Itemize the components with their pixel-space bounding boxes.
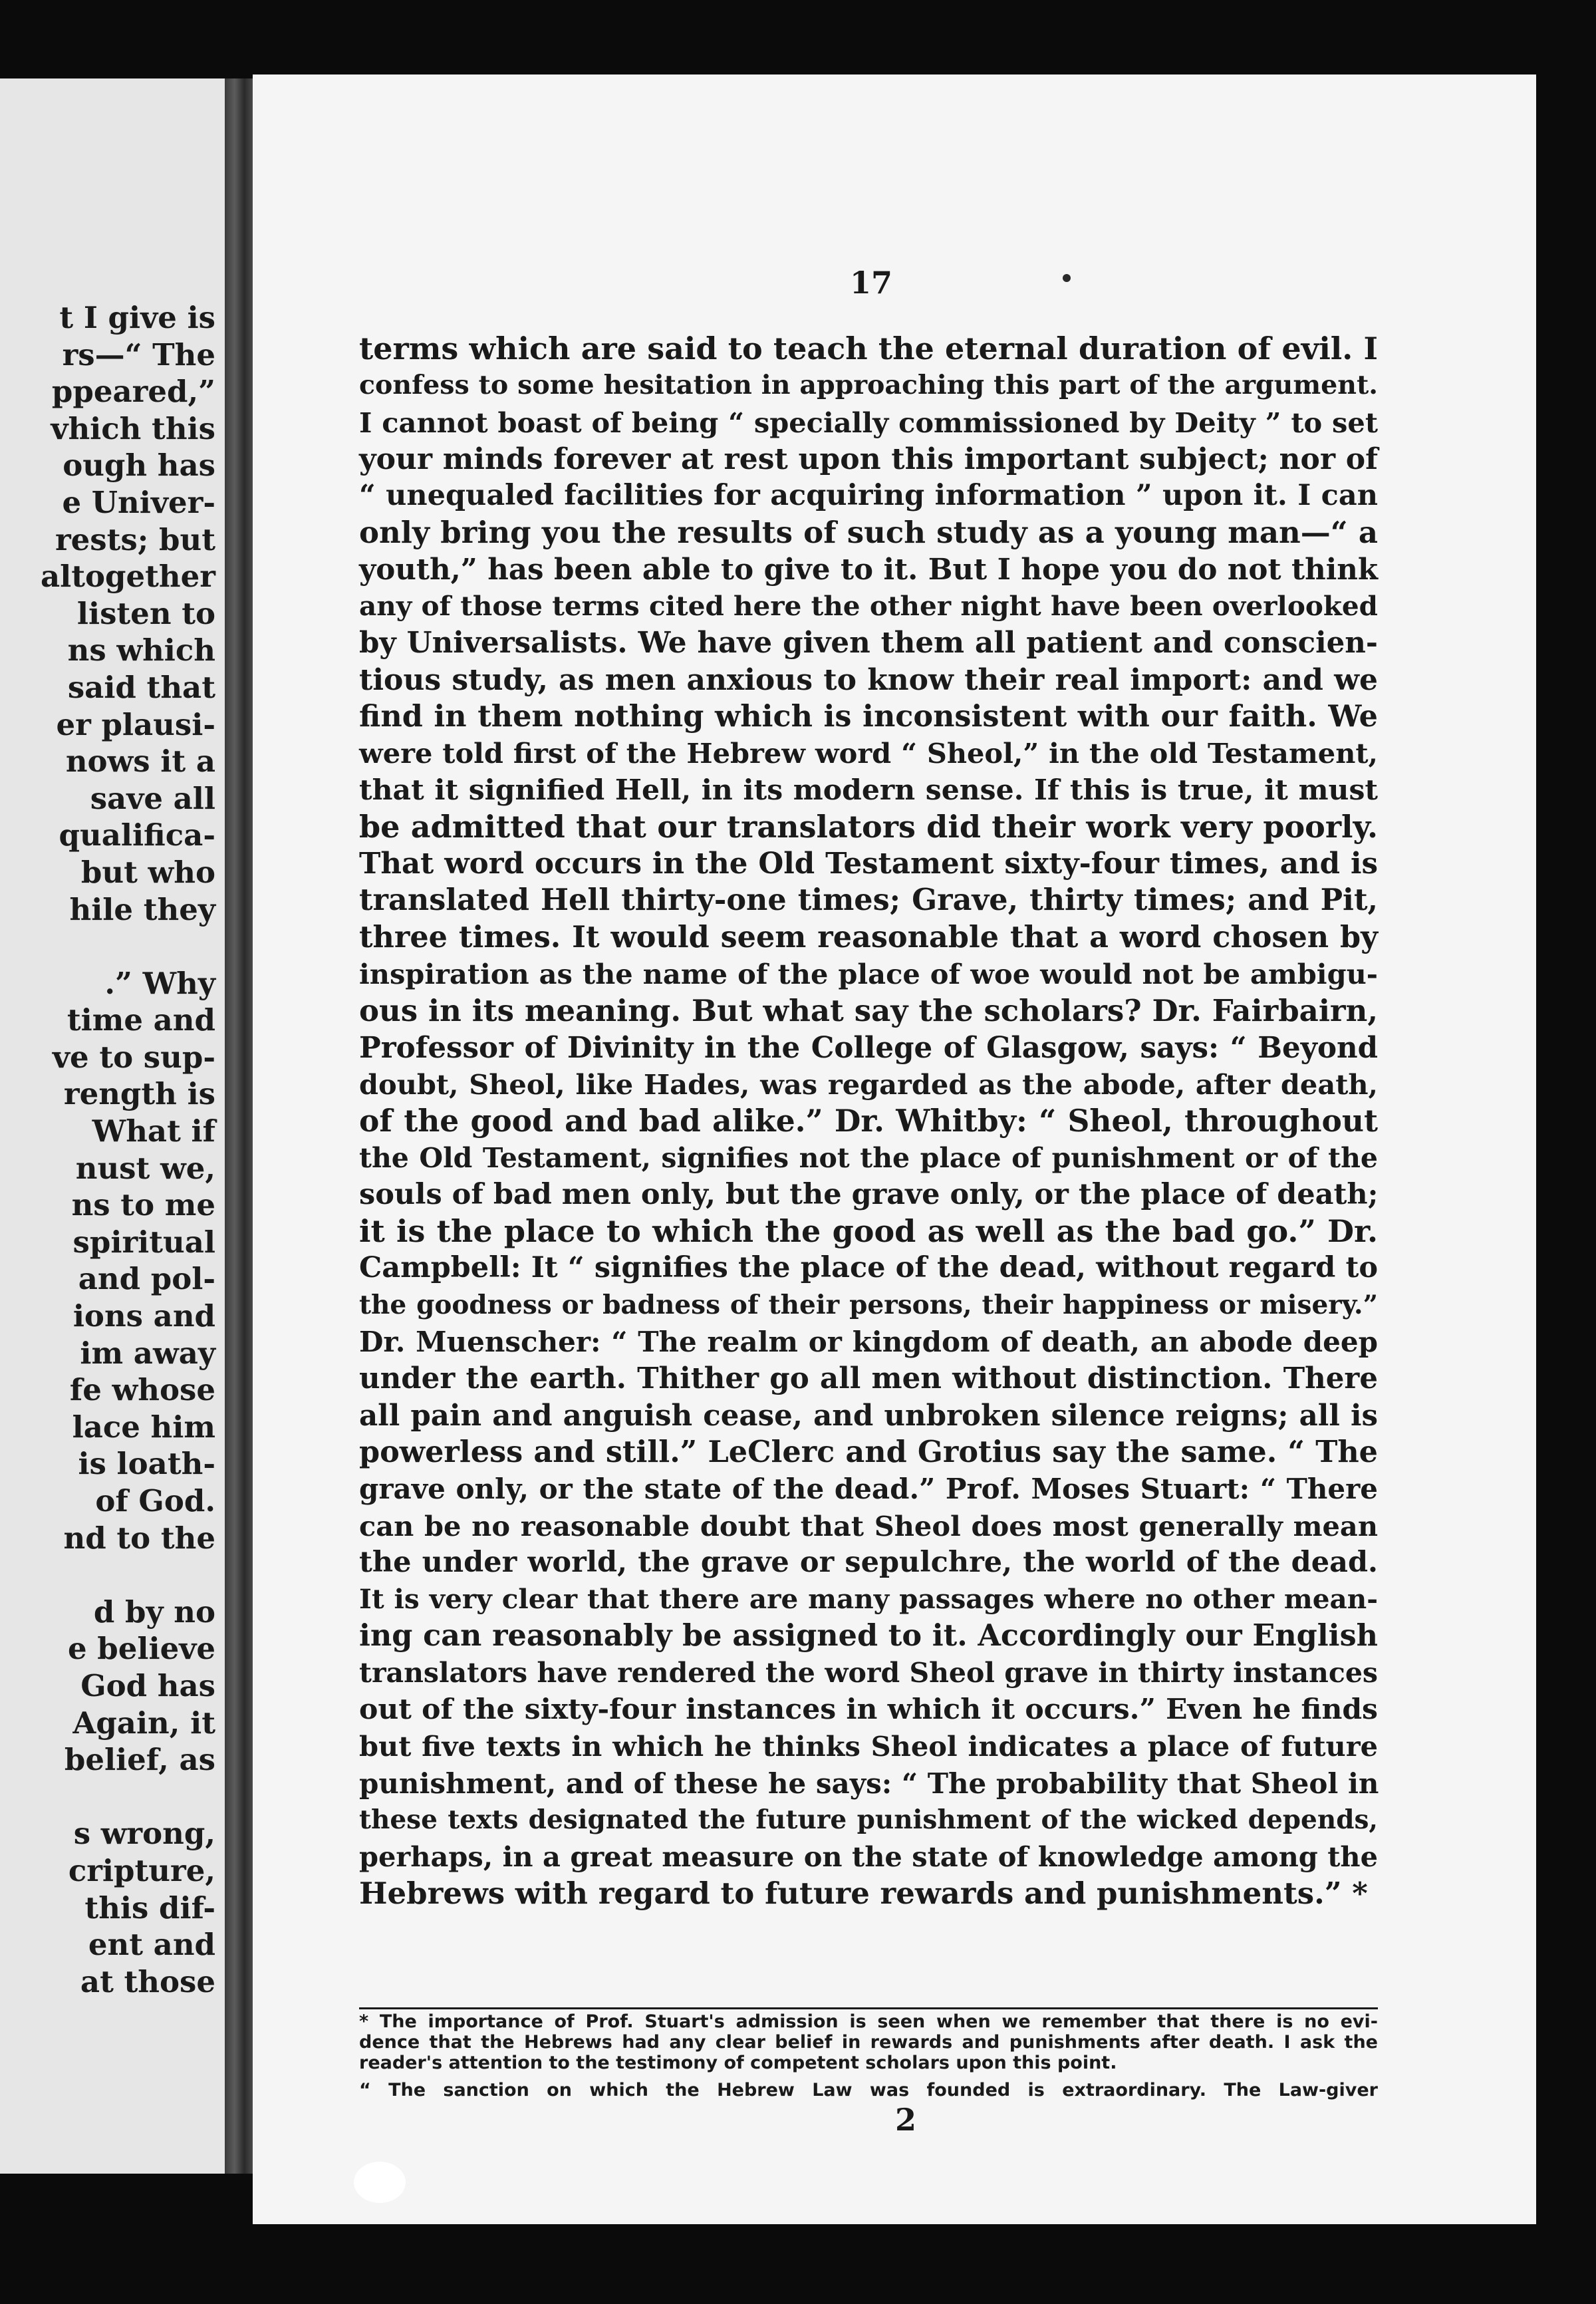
left-fragment: Again, it (72, 1705, 215, 1741)
left-fragment: ent and (88, 1927, 215, 1963)
body-line: youth,” has been able to give to it. But I hope you do not think (359, 552, 1378, 587)
body-line: of the good and bad alike.” Dr. Whitby: “ Sheol, throughout (359, 1103, 1378, 1139)
body-line: any of those terms cited here the other night have been overlooked (359, 590, 1378, 623)
body-line: the under world, the grave or sepulchre, the world of the dead. (359, 1545, 1378, 1579)
body-line: your minds forever at rest upon this important subject; nor of (359, 442, 1378, 476)
body-line: Professor of Divinity in the College of Glasgow, says: “ Beyond (359, 1030, 1378, 1065)
body-line: terms which are said to teach the eternal duration of evil. I (359, 331, 1378, 366)
body-line: That word occurs in the Old Testament sixty-four times, and is (359, 847, 1378, 881)
left-fragment: er plausi- (56, 706, 215, 742)
left-fragment: this dif- (84, 1890, 215, 1926)
footnotes (359, 2011, 1378, 2100)
left-fragment: said that (67, 669, 215, 705)
left-fragment: at those (80, 1963, 215, 1999)
body-line: these texts designated the future punishment of the wicked depends, (359, 1804, 1378, 1835)
body-line: were told first of the Hebrew word “ Sheol,” in the old Testament, (359, 737, 1378, 770)
body-line: the goodness or badness of their persons, their happiness or misery.” (359, 1289, 1378, 1320)
body-line: under the earth. Thither go all men without distinction. There (359, 1362, 1378, 1396)
left-fragment: nd to the (63, 1520, 215, 1556)
body-line: the Old Testament, signifies not the place of punishment or of the (359, 1141, 1378, 1174)
left-fragment: ve to sup- (52, 1039, 215, 1075)
body-line: only bring you the results of such study as a young man—“ a (359, 515, 1378, 551)
footnote-line: * The importance of Prof. Stuart's admission is seen when we remember that there is no evi- (359, 2011, 1378, 2032)
body-line: it is the place to which the good as well as the bad go.” Dr. (359, 1213, 1378, 1250)
left-fragment: e believe (68, 1631, 215, 1667)
page-number: 17 (850, 265, 893, 301)
left-fragment: nust we, (75, 1150, 215, 1186)
left-fragment: time and (66, 1002, 215, 1038)
left-fragment: .” Why (104, 965, 215, 1001)
footnote-line: reader's attention to the testimony of competent scholars upon this point. (359, 2053, 1117, 2073)
left-fragment: save all (90, 780, 215, 816)
paper-blot (354, 2162, 406, 2203)
body-line: be admitted that our translators did their work very poorly. (359, 808, 1378, 845)
body-line: Dr. Muenscher: “ The realm or kingdom of death, an abode deep (359, 1326, 1378, 1359)
left-fragment: rength is (63, 1076, 215, 1112)
body-line: translators have rendered the word Sheol grave in thirty instances (359, 1656, 1378, 1689)
left-fragment: ns which (67, 633, 215, 668)
body-line: Hebrews with regard to future rewards and punishments.” * (359, 1876, 1368, 1912)
ink-dot-mark (1063, 274, 1071, 282)
left-fragment: ppeared,” (51, 374, 215, 410)
left-fragment (41, 1779, 215, 1816)
left-fragment: e Univer- (62, 484, 215, 520)
left-fragment: lace him (72, 1409, 215, 1445)
left-fragment: ough has (63, 448, 215, 484)
body-line: punishment, and of these he says: “ The probability that Sheol in (359, 1767, 1379, 1800)
left-fragment: listen to (76, 595, 215, 631)
body-line: can be no reasonable doubt that Sheol does most generally mean (359, 1509, 1378, 1542)
body-line: by Universalists. We have given them all patient and conscien- (359, 626, 1378, 660)
left-fragment: spiritual (72, 1224, 215, 1260)
footnote-line: “ The sanction on which the Hebrew Law was founded is extraordinary. The Law-giver (359, 2080, 1378, 2100)
left-fragment: t I give is (59, 300, 215, 335)
left-fragment: im away (80, 1335, 215, 1371)
body-line: translated Hell thirty-one times; Grave, thirty times; and Pit, (359, 883, 1378, 918)
body-line: souls of bad men only, but the grave only, or the place of death; (359, 1177, 1379, 1211)
body-line: Campbell: It “ signifies the place of the dead, without regard to (359, 1251, 1378, 1285)
body-line: find in them nothing which is inconsistent with our faith. We (359, 698, 1378, 734)
footnote-rule (359, 2007, 1378, 2009)
body-line: powerless and still.” LeClerc and Grotius say the same. “ The (359, 1434, 1378, 1469)
body-line: ing can reasonably be assigned to it. Accordingly our English (359, 1618, 1378, 1654)
left-page (0, 78, 225, 2174)
body-line: doubt, Sheol, like Hades, was regarded as the abode, after death, (359, 1068, 1378, 1101)
left-fragment: belief, as (64, 1742, 215, 1778)
left-fragment: vhich this (51, 410, 215, 446)
left-fragment: of God. (95, 1483, 215, 1518)
left-fragment (41, 928, 215, 965)
body-line: “ unequaled facilities for acquiring information ” upon it. I can (359, 479, 1378, 513)
left-fragment: is loath- (78, 1446, 215, 1482)
body-line: but five texts in which he thinks Sheol indicates a place of future (359, 1730, 1378, 1763)
left-fragment: God has (80, 1667, 215, 1703)
left-fragment: and pol- (78, 1261, 215, 1297)
left-fragment: fe whose (69, 1372, 215, 1408)
book-gutter (225, 78, 253, 2174)
left-fragment: altogether (41, 559, 215, 595)
body-line: three times. It would seem reasonable that a word chosen by (359, 919, 1378, 954)
left-fragment: What if (92, 1113, 215, 1149)
left-fragment: rests; but (55, 521, 215, 557)
body-line: ous in its meaning. But what say the scholars? Dr. Fairbairn, (359, 993, 1378, 1029)
body-line: that it signified Hell, in its modern sense. If this is true, it must (359, 773, 1378, 807)
left-fragment: but who (80, 854, 215, 890)
right-page (253, 74, 1536, 2224)
footnote-line: dence that the Hebrews had any clear belief in rewards and punishments after death. I ask the (359, 2032, 1378, 2053)
body-line: tious study, as men anxious to know their real import: and we (359, 662, 1378, 697)
body-line: grave only, or the state of the dead.” Prof. Moses Stuart: “ There (359, 1473, 1378, 1506)
body-line: It is very clear that there are many passages where no other mean- (359, 1583, 1378, 1616)
body-line: perhaps, in a great measure on the state of knowledge among the (359, 1840, 1378, 1874)
left-fragment: nows it a (65, 744, 215, 780)
body-line: I cannot boast of being “ specially commissioned by Deity ” to set (359, 406, 1378, 439)
body-line: out of the sixty-four instances in which it occurs.” Even he finds (359, 1692, 1378, 1726)
left-fragment: ns to me (71, 1187, 215, 1223)
left-fragment (41, 1556, 215, 1594)
body-line: confess to some hesitation in approaching this part of the argument. (359, 370, 1378, 401)
left-fragment: s wrong, (73, 1816, 215, 1852)
body-line: all pain and anguish cease, and unbroken silence reigns; all is (359, 1398, 1378, 1433)
signature-mark: 2 (895, 2102, 917, 2138)
body-text (359, 331, 1378, 1912)
left-fragment: cripture, (68, 1852, 215, 1888)
left-fragment: ions and (72, 1298, 215, 1334)
left-page-text-fragments (41, 299, 215, 2000)
left-fragment: hile they (69, 891, 215, 927)
left-fragment: qualifica- (59, 817, 215, 853)
body-line: inspiration as the name of the place of woe would not be ambigu- (359, 958, 1378, 991)
left-fragment: d by no (93, 1594, 215, 1630)
left-fragment: rs—“ The (62, 337, 215, 372)
